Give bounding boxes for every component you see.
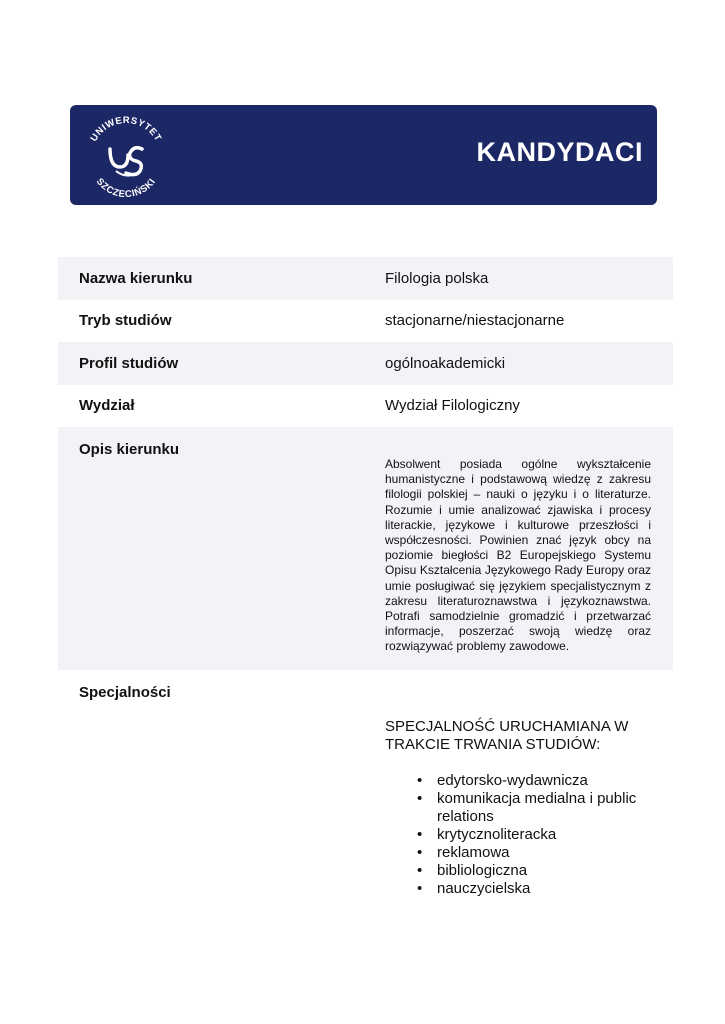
row-value: Filologia polska [385, 269, 489, 287]
bullet-icon: • [417, 790, 423, 807]
row-label: Opis kierunku [79, 441, 180, 458]
row-label: Wydział [79, 397, 135, 415]
list-item: • edytorsko-wydawnicza [417, 772, 588, 789]
specializations-list [385, 772, 651, 898]
specializations-block [364, 670, 673, 910]
bullet-icon: • [417, 772, 423, 789]
svg-text:SZCZECIŃSKI: SZCZECIŃSKI [93, 176, 159, 201]
row-value: ogólnoakademicki [385, 354, 506, 372]
bullet-icon: • [417, 880, 423, 897]
row-label: Specjalności [79, 684, 171, 701]
row-study-mode [58, 300, 673, 343]
svg-text:UNIWERSYTET: UNIWERSYTET [88, 114, 164, 144]
list-item: • bibliologiczna [417, 862, 528, 879]
course-info-table [58, 257, 673, 910]
row-label: Nazwa kierunku [79, 269, 193, 287]
university-logo [80, 109, 172, 201]
bullet-icon: • [417, 844, 423, 861]
row-specializations [58, 670, 673, 910]
bullet-icon: • [417, 826, 423, 843]
row-value: stacjonarne/niestacjonarne [385, 312, 565, 330]
row-faculty [58, 385, 673, 428]
banner-title: KANDYDACI [476, 137, 643, 167]
list-item: • nauczycielska [417, 880, 531, 897]
row-course-name [58, 257, 673, 300]
bullet-icon: • [417, 862, 423, 879]
description-text: Absolwent posiada ogólne wykształcenie humanistyczne i podstawową wiedzę z zakresu filologii polskiej – nauki o języku i o literaturze. Rozumie i umie analizować zjawiska i procesy literackie, językowe i kulturowe przeszłości i współczesności. Powinien znać język obcy na poziomie biegłości B2 Europejskiego Systemu Opisu Kształcenia Językowego Rady Europy oraz umie posługiwać się językiem specjalistycznym z zakresu literaturoznawstwa i językoznawstwa. Potrafi samodzielnie gromadzić i przetwarzać informacje, poszerzać swoją wiedzę oraz rozwiązywać problemy zawodowe. [385, 457, 651, 654]
list-item: • krytycznoliteracka [417, 826, 557, 843]
row-label: Profil studiów [79, 354, 179, 372]
row-description [58, 427, 673, 670]
specializations-heading: SPECJALNOŚĆ URUCHAMIANA W TRAKCIE TRWANIA STUDIÓW: [385, 718, 629, 753]
list-item: • komunikacja medialna i public relations [417, 790, 637, 825]
row-label: Tryb studiów [79, 312, 172, 330]
row-value: Wydział Filologiczny [385, 397, 520, 415]
row-study-profile [58, 342, 673, 385]
list-item: • reklamowa [417, 844, 510, 861]
